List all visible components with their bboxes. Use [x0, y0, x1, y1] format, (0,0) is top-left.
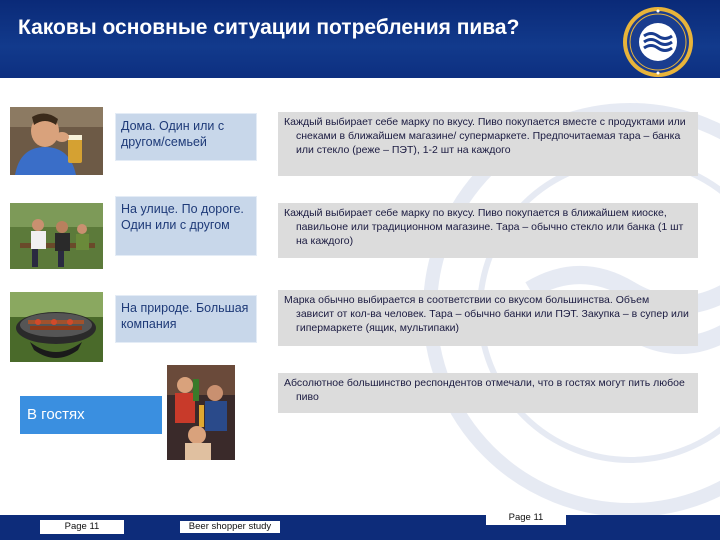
- situation-description-guests: Абсолютное большинство респондентов отмечали, что в гостях могут пить любое пиво: [278, 373, 698, 413]
- brewery-logo-icon: [622, 6, 694, 78]
- photo-guests: [167, 365, 235, 460]
- page-number-right: Page 11: [486, 511, 566, 525]
- situation-label-home: Дома. Один или с другом/семьей: [115, 113, 257, 161]
- page-title: Каковы основные ситуации потребления пива?: [18, 16, 520, 39]
- page-number-left: Page 11: [40, 520, 124, 534]
- situation-description-nature: Марка обычно выбирается в соответствии со вкусом большинства. Объем зависит от кол-ва человек. Тара – обычно банки или ПЭТ. Закупка – в супер или гипермаркете (ящик, мультипаки): [278, 290, 698, 346]
- situation-description-home: Каждый выбирает себе марку по вкусу. Пиво покупается вместе с продуктами или снеками в ближайшем магазине/ супермаркете. Предпочитаемая тара – банка или стекло (реже – ПЭТ), 1-2 шт на каждого: [278, 112, 698, 176]
- study-name: Beer shopper study: [180, 521, 280, 533]
- situation-label-guests: В гостях: [20, 396, 162, 434]
- situation-description-street: Каждый выбирает себе марку по вкусу. Пиво покупается в ближайшем киоске, павильоне или традиционном магазине. Тара – обычно стекло или банка (1 шт на каждого): [278, 203, 698, 258]
- situation-label-street: На улице. По дороге. Один или с другом: [115, 196, 257, 256]
- situation-label-nature: На природе. Большая компания: [115, 295, 257, 343]
- photo-nature: [10, 292, 103, 362]
- photo-street: [10, 203, 103, 269]
- photo-home: [10, 107, 103, 175]
- header-bar: [0, 0, 720, 78]
